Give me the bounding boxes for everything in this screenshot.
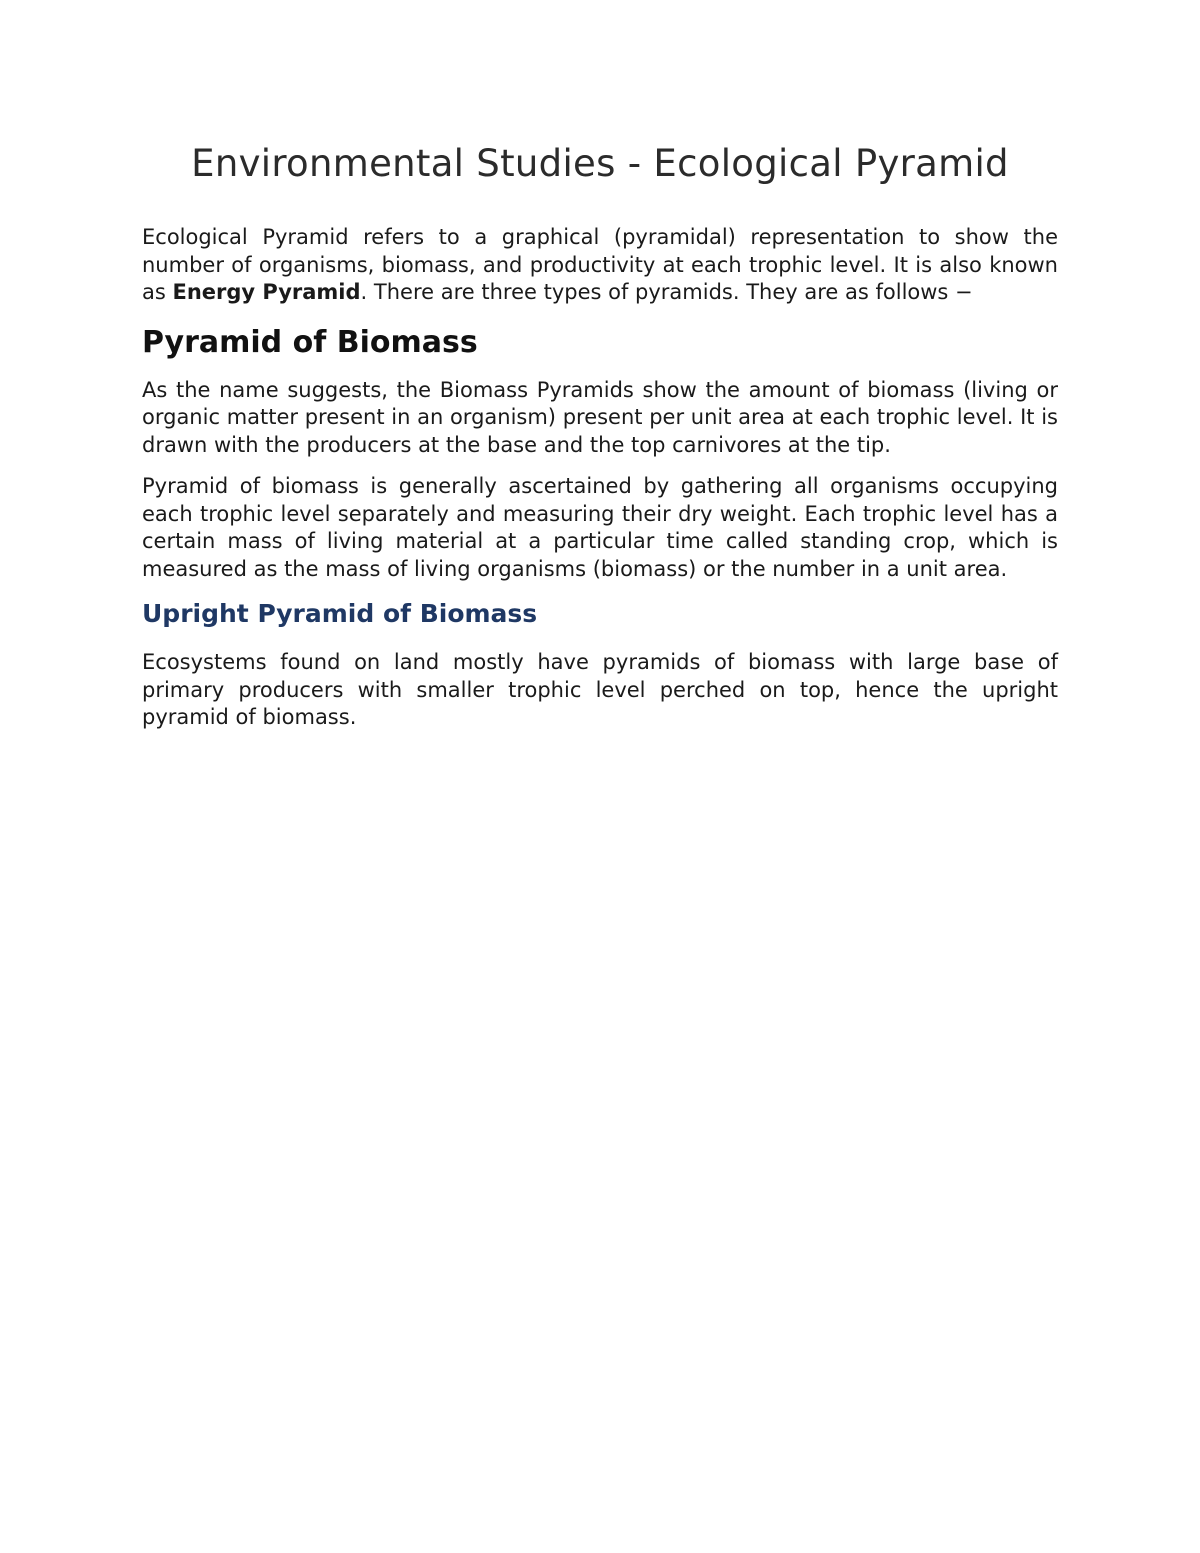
intro-bold-term: Energy Pyramid [172,280,361,304]
intro-paragraph [142,224,1058,307]
upright-paragraph: Ecosystems found on land mostly have pyramids of biomass with large base of primary producers with smaller trophic level perched on top, hence the upright pyramid of biomass. [142,650,1058,729]
biomass-paragraph-1: As the name suggests, the Biomass Pyramids show the amount of biomass (living or organic matter present in an organism) present per unit area at each trophic level. It is drawn with the producers at the base and the top carnivores at the tip. [142,377,1058,457]
biomass-paragraph-2: Pyramid of biomass is generally ascertained by gathering all organisms occupying each trophic level separately and measuring their dry weight. Each trophic level has a certain mass of living material at a particular time called standing crop, which is measured as the mass of living organisms (biomass) or the number in a unit area. [142,474,1058,581]
subsection-heading-upright-pyramid: Upright Pyramid of Biomass [142,599,538,628]
intro-text-start: Ecological Pyramid refers to a graphical (pyramidal) representation to show the number of organisms, biomass, and productivity at each trophic level. It is also known as [142,225,1058,304]
section-heading-pyramid-of-biomass: Pyramid of Biomass [142,324,478,360]
document-page [142,138,1058,746]
document-title: Environmental Studies - Ecological Pyramid [191,142,1009,185]
intro-text-end: . There are three types of pyramids. They are as follows − [360,280,973,304]
